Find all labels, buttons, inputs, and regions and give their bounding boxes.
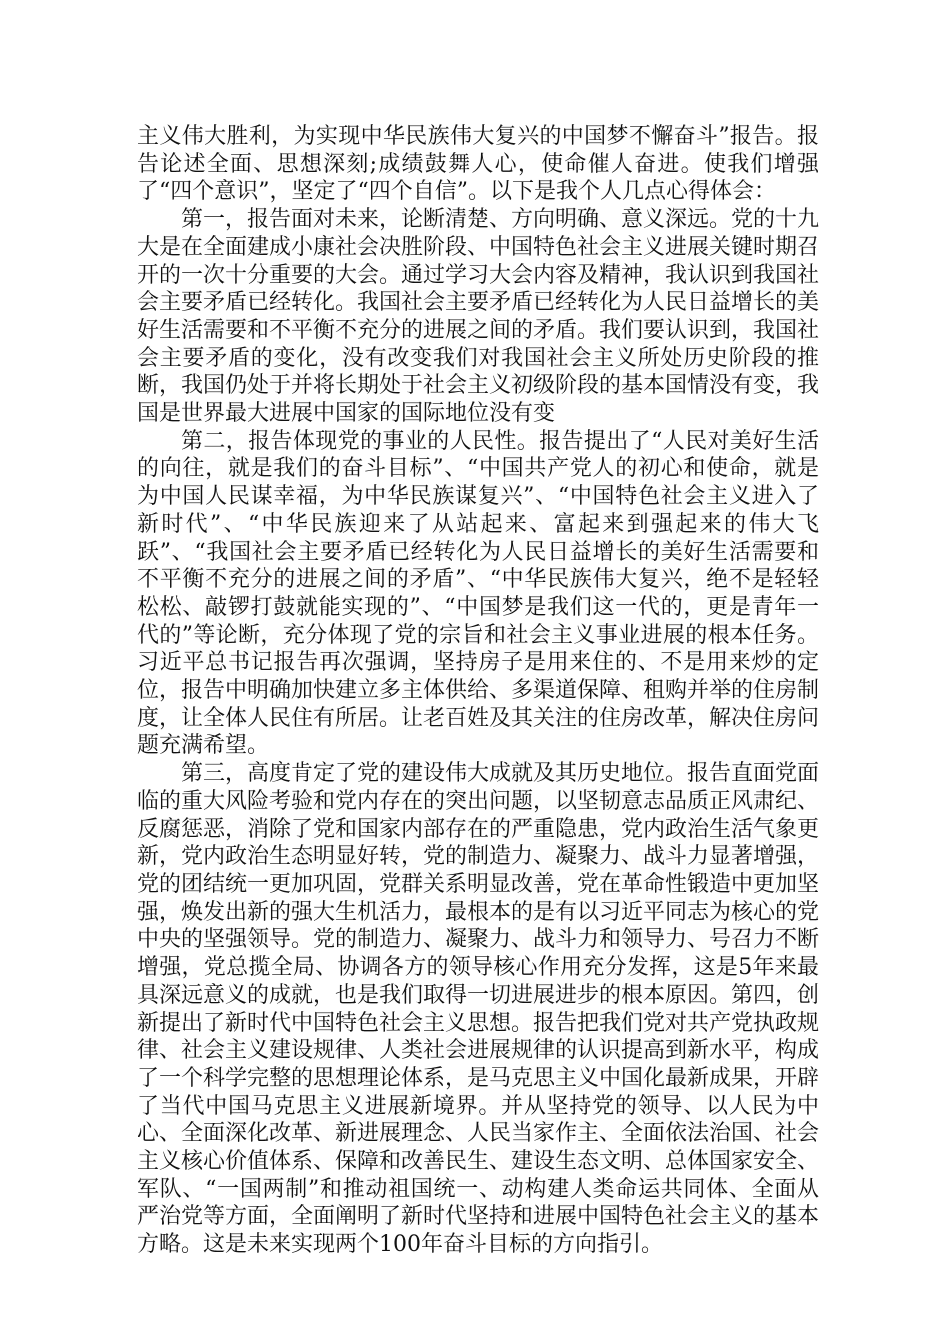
paragraph-first-point: 第一，报告面对未来，论断清楚、方向明确、意义深远。党的十九大是在全面建成小康社会决胜阶段、中国特色社会主义进展关键时期召开的一次十分重要的大会。通过学习大会内容及精神，我认识到我国社会主要矛盾已经转化。我国社会主要矛盾已经转化为人民日益增长的美好生活需要和不平衡不充分的进展之间的矛盾。我们要认识到，我国社会主要矛盾的变化，没有改变我们对我国社会主义所处历史阶段的推断，我国仍处于并将长期处于社会主义初级阶段的基本国情没有变，我国是世界最大进展中国家的国际地位没有变: [137, 207, 820, 427]
paragraph-second-point: 第二，报告体现党的事业的人民性。报告提出了“人民对美好生活的向往，就是我们的奋斗目标”、“中国共产党人的初心和使命，就是为中国人民谋幸福，为中华民族谋复兴”、“中国特色社会主义进入了新时代”、“中华民族迎来了从站起来、富起来到强起来的伟大飞跃”、“我国社会主要矛盾已经转化为人民日益增长的美好生活需要和不平衡不充分的进展之间的矛盾”、“中华民族伟大复兴，绝不是轻轻松松、敲锣打鼓就能实现的”、“中国梦是我们这一代的，更是青年一代的”等论断，充分体现了党的宗旨和社会主义事业进展的根本任务。习近平总书记报告再次强调，坚持房子是用来住的、不是用来炒的定位，报告中明确加快建立多主体供给、多渠道保障、租购并举的住房制度，让全体人民住有所居。让老百姓及其关注的住房改革，解决住房问题充满希望。: [137, 428, 820, 759]
document-body: [137, 123, 819, 1259]
paragraph-intro: 主义伟大胜利，为实现中华民族伟大复兴的中国梦不懈奋斗”报告。报告论述全面、思想深刻;成绩鼓舞人心，使命催人奋进。使我们增强了“四个意识”，坚定了“四个自信”。以下是我个人几点心得体会：: [137, 124, 819, 205]
paragraph-third-point: 第三，高度肯定了党的建设伟大成就及其历史地位。报告直面党面临的重大风险考验和党内存在的突出问题，以坚韧意志品质正风肃纪、反腐惩恶，消除了党和国家内部存在的严重隐患，党内政治生活气象更新，党内政治生态明显好转，党的制造力、凝聚力、战斗力显著增强，党的团结统一更加巩固，党群关系明显改善，党在革命性锻造中更加坚强，焕发出新的强大生机活力，最根本的是有以习近平同志为核心的党中央的坚强领导。党的制造力、凝聚力、战斗力和领导力、号召力不断增强，党总揽全局、协调各方的领导核心作用充分发挥，这是5年来最具深远意义的成就，也是我们取得一切进展进步的根本原因。第四，创新提出了新时代中国特色社会主义思想。报告把我们党对共产党执政规律、社会主义建设规律、人类社会进展规律的认识提高到新水平，构成了一个科学完整的思想理论体系，是马克思主义中国化最新成果，开辟了当代中国马克思主义进展新境界。并从坚持党的领导、以人民为中心、全面深化改革、新进展理念、人民当家作主、全面依法治国、社会主义核心价值体系、保障和改善民生、建设生态文明、总体国家安全、军队、“一国两制”和推动祖国统一、动构建人类命运共同体、全面从严治党等方面，全面阐明了新时代坚持和进展中国特色社会主义的基本方略。这是未来实现两个100年奋斗目标的方向指引。: [137, 761, 820, 1258]
